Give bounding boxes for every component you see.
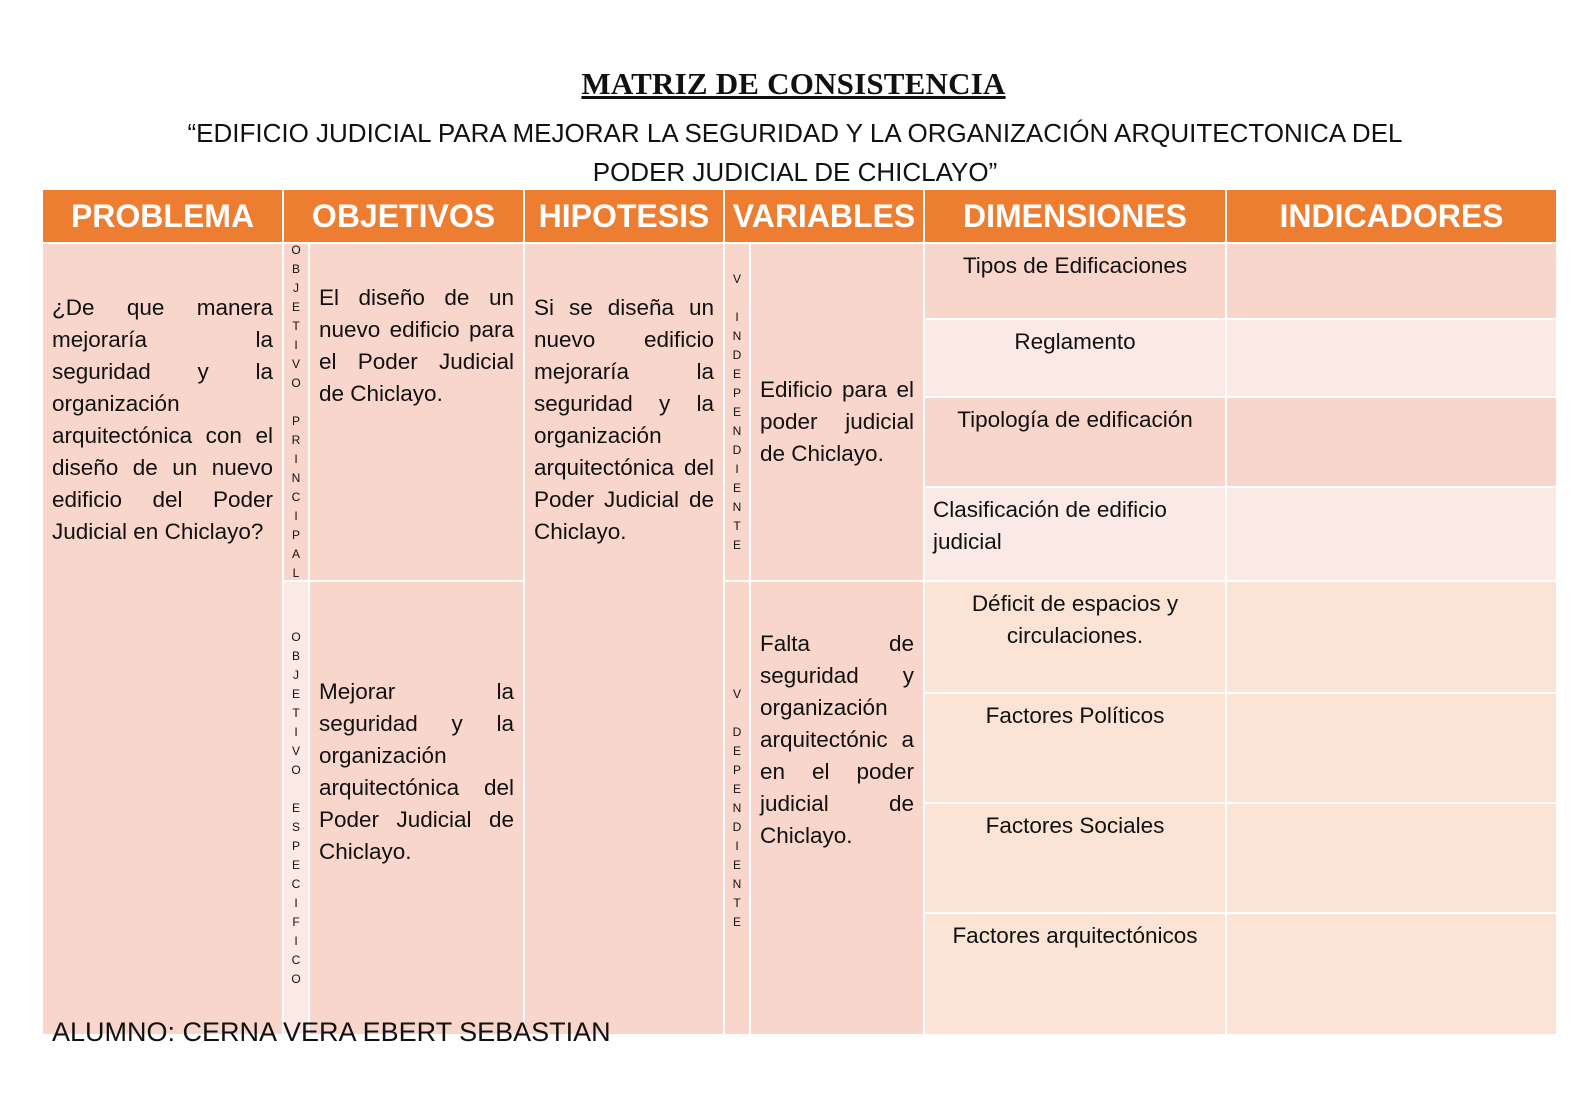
vertical-label-letter: N [732, 876, 742, 891]
objetivo-principal-cell [310, 244, 523, 580]
vertical-label-letter: E [291, 857, 300, 872]
objetivo-especifico-cell [310, 582, 523, 1034]
consistency-matrix-table [43, 190, 1556, 1034]
vertical-label-letter: I [294, 933, 298, 948]
vertical-label-letter [735, 289, 738, 308]
indicador-cell [1227, 398, 1556, 486]
vertical-label-letter: J [293, 667, 299, 682]
vertical-label-letter: N [732, 328, 742, 343]
variable-independiente-cell [751, 244, 923, 580]
vertical-label-letter: L [292, 566, 300, 580]
objetivo-especifico-text: Mejorar la seguridad y la organización arquitectónica del Poder Judicial de Chiclayo. [319, 679, 514, 864]
vertical-label-letter: I [294, 895, 298, 910]
vertical-label-letter: P [732, 385, 741, 400]
objetivo-principal-label [284, 244, 308, 580]
header-hipotesis: HIPOTESIS [525, 190, 723, 242]
vertical-label-letter: P [291, 414, 300, 428]
vertical-label-letter: V [732, 686, 741, 701]
variable-independiente-text: Edificio para el poder judicial de Chiclayo. [760, 377, 914, 466]
variable-dependiente-label [725, 582, 749, 1034]
dimension-item: Tipos de Edificaciones [925, 244, 1225, 318]
indicador-cell [1227, 914, 1556, 1034]
vertical-label-letter: B [291, 262, 300, 276]
problema-text: ¿De que manera mejoraría la seguridad y la organización arquitectónica con el diseño de un nuevo edificio del Poder Judicial en Chiclayo? [52, 295, 273, 544]
vertical-label-letter: B [291, 648, 300, 663]
vertical-label-letter: I [735, 461, 739, 476]
dimension-item: Factores Políticos [925, 694, 1225, 802]
vertical-label-letter: O [291, 971, 301, 986]
hipotesis-text: Si se diseña un nuevo edificio mejoraría la seguridad y la organización arquitectónica del Poder Judicial de Chiclayo. [534, 295, 714, 544]
variable-dependiente-cell [751, 582, 923, 1034]
vertical-label-letter: E [732, 366, 741, 381]
vertical-label-letter: T [733, 518, 741, 533]
vertical-label-letter: R [291, 433, 301, 447]
indicador-cell [1227, 488, 1556, 580]
variable-independiente-label [725, 244, 749, 580]
vertical-label-letter: N [732, 423, 742, 438]
vertical-label-letter: T [292, 705, 300, 720]
vertical-label-letter: D [732, 819, 742, 834]
document-subtitle: “EDIFICIO JUDICIAL PARA MEJORAR LA SEGURIDAD Y LA ORGANIZACIÓN ARQUITECTONICA DEL PODER JUDICIAL DE CHICLAYO” [187, 118, 1403, 187]
vertical-label-letter: O [291, 762, 301, 777]
vertical-label-letter: D [732, 347, 742, 362]
vertical-label-letter: N [291, 471, 301, 485]
variable-dependiente-text: Falta de seguridad y organización arquitectónic a en el poder judicial de Chiclayo. [760, 631, 914, 848]
vertical-label-letter: C [291, 490, 301, 504]
vertical-label-letter [735, 704, 738, 723]
header-variables: VARIABLES [725, 190, 923, 242]
vertical-label-letter: O [291, 376, 301, 390]
vertical-label-letter: I [735, 838, 739, 853]
vertical-label-letter: E [291, 686, 300, 701]
vertical-label-letter: E [732, 480, 741, 495]
vertical-label-letter: V [291, 743, 300, 758]
dimension-item: Factores Sociales [925, 804, 1225, 912]
dimension-item: Clasificación de edificio judicial [925, 488, 1225, 580]
student-name: ALUMNO: CERNA VERA EBERT SEBASTIAN [52, 1017, 611, 1047]
vertical-label-letter: F [292, 914, 300, 929]
dimension-item: Reglamento [925, 320, 1225, 396]
vertical-label-letter: E [732, 914, 741, 929]
dimension-item: Déficit de espacios y circulaciones. [925, 582, 1225, 692]
vertical-label-letter: O [291, 244, 301, 257]
indicador-cell [1227, 804, 1556, 912]
vertical-label-letter: E [732, 404, 741, 419]
vertical-label-letter [294, 393, 297, 412]
vertical-label-letter: D [732, 442, 742, 457]
vertical-label-letter [294, 780, 297, 799]
header-indicadores: INDICADORES [1227, 190, 1556, 242]
hipotesis-cell [525, 244, 723, 1034]
indicador-cell [1227, 244, 1556, 318]
vertical-label-letter: E [291, 300, 300, 314]
vertical-label-letter: N [732, 499, 742, 514]
vertical-label-letter: P [291, 838, 300, 853]
vertical-label-letter: I [294, 509, 298, 523]
vertical-label-letter: S [291, 819, 300, 834]
vertical-label-letter: I [294, 452, 298, 466]
vertical-label-letter: C [291, 876, 301, 891]
header-dimensiones: DIMENSIONES [925, 190, 1225, 242]
vertical-label-letter: E [732, 537, 741, 552]
vertical-label-letter: E [732, 743, 741, 758]
indicador-cell [1227, 694, 1556, 802]
vertical-label-letter: A [291, 547, 300, 561]
vertical-label-letter: E [732, 781, 741, 796]
vertical-label-letter: J [293, 281, 299, 295]
objetivo-especifico-label [284, 582, 308, 1034]
vertical-label-letter: E [732, 857, 741, 872]
vertical-label-letter: T [733, 895, 741, 910]
document-title: MATRIZ DE CONSISTENCIA [581, 66, 1006, 101]
vertical-label-letter: V [732, 271, 741, 286]
vertical-label-letter: I [294, 338, 298, 352]
vertical-label-letter: P [732, 762, 741, 777]
vertical-label-letter: N [732, 800, 742, 815]
vertical-label-letter: C [291, 952, 301, 967]
header-problema: PROBLEMA [43, 190, 282, 242]
problema-cell [43, 244, 282, 1034]
dimension-item: Factores arquitectónicos [925, 914, 1225, 1034]
vertical-label-letter: T [292, 319, 300, 333]
dimension-item: Tipología de edificación [925, 398, 1225, 486]
vertical-label-letter: D [732, 724, 742, 739]
objetivo-principal-text: El diseño de un nuevo edificio para el Poder Judicial de Chiclayo. [319, 285, 514, 406]
vertical-label-letter: I [735, 309, 739, 324]
vertical-label-letter: O [291, 629, 301, 644]
indicador-cell [1227, 320, 1556, 396]
vertical-label-letter: E [291, 800, 300, 815]
vertical-label-letter: P [291, 528, 300, 542]
vertical-label-letter: V [291, 357, 300, 371]
indicador-cell [1227, 582, 1556, 692]
header-objetivos: OBJETIVOS [284, 190, 523, 242]
vertical-label-letter: I [294, 724, 298, 739]
